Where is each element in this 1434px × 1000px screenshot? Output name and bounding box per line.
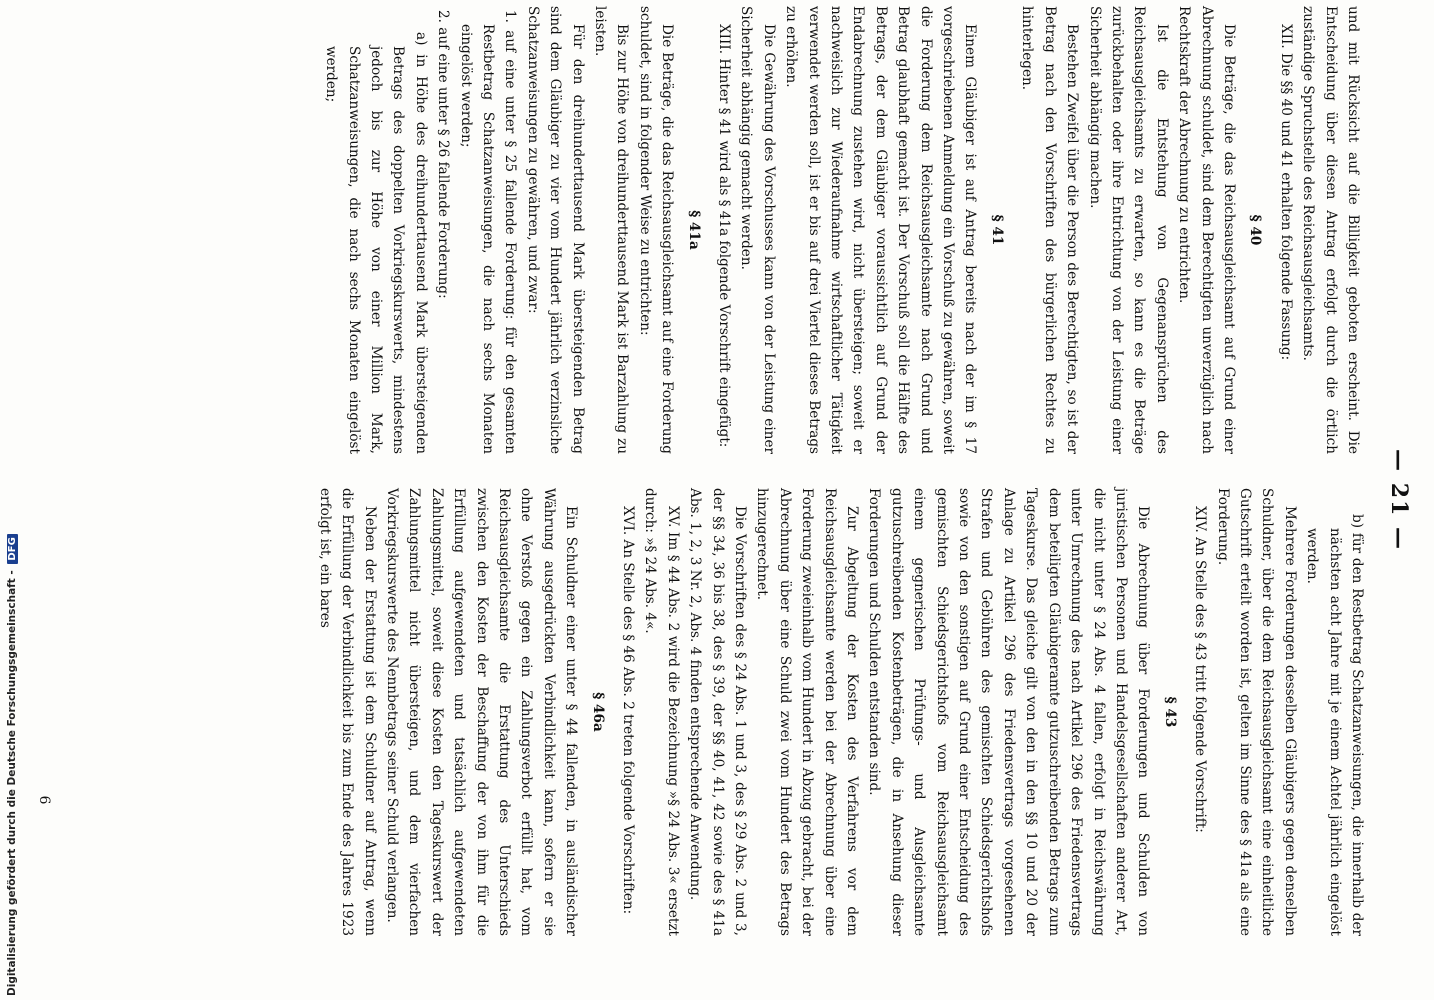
paragraph: XII. Die §§ 40 und 41 erhalten folgende Fassung: (1277, 24, 1294, 361)
paragraph: Bestehen Zweifel über die Person des Berechtigten, so ist der Betrag nach den Vorschriften des bürgerlichen Rechtes zu hinterlegen. (1019, 6, 1081, 454)
paragraph: a) in Höhe des dreihunderttausend Mark übersteigenden Betrags des doppelten Vorkriegskurswerts, mindestens jedoch bis zur Höhe von einer Million Mark, Schatzanweisungen, die nach sechs Monaten eingelöst werden; (323, 32, 429, 454)
section-heading: § 43 (1161, 696, 1178, 728)
paragraph: Zur Abgeltung der Kosten des Verfahrens vor dem Reichsausgleichsamte werden bei der Abrechnung über eine Forderung zweieinhalb vom Hundert in Abzug gebracht, bei der Abrechnung über eine Schuld zwei vom Hundert des Betrags hinzugerechnet. (754, 488, 861, 936)
paragraph: Die Vorschriften des § 24 Abs. 1 und 3, des § 29 Abs. 2 und 3, der §§ 34, 36 bis 38, des § 39, der §§ 40, 41, 42 sowie des § 41a Abs. 1, 2, 3 Nr. 2, Abs. 4 finden entsprechende Anwendung. (687, 488, 749, 936)
paragraph: Für den dreihunderttausend Mark übersteigenden Betrag sind dem Gläubiger zu vier vom Hundert jährlich verzinsliche Schatzanweisungen zu gewähren, und zwar: (524, 6, 586, 454)
paragraph: Die Beträge, die das Reichsausgleichsamt auf Grund einer Abrechnung schuldet, sind dem Berechtigten unverzüglich nach Rechtskraft der Abrechnung zu entrichten. (1176, 6, 1237, 454)
section-heading: § 41a (685, 210, 702, 250)
paragraph: XV. Im § 44 Abs. 2 wird die Bezeichnung »§ 24 Abs. 3« ersetzt durch: »§ 24 Abs. 4«. (642, 488, 681, 936)
paragraph: Neben der Erstattung ist dem Schuldner auf Antrag, wenn die Erfüllung der Verbindlichkeit bis zum Ende des Jahres 1923 erfolgt ist, ein bares (316, 488, 378, 936)
paragraph: XIII. Hinter § 41 wird als § 41a folgende Vorschrift eingefügt: (716, 24, 733, 448)
paragraph: Mehrere Forderungen desselben Gläubigers gegen denselben Schuldner, über die dem Reichsausgleichsamt eine einheitliche Gutschrift erteilt worden ist, gelten im Sinne des § 41a als eine Forderung. (1214, 488, 1298, 936)
paragraph: Die Gewährung des Vorschusses kann von der Leistung einer Sicherheit abhängig gemacht werden. (738, 6, 777, 454)
paragraph: 1. auf eine unter § 25 fallende Forderung: für den gesamten Restbetrag Schatzanweisungen, die nach sechs Monaten eingelöst werden; (457, 10, 519, 454)
paragraph: XIV. An Stelle des § 43 tritt folgende Vorschrift: (1192, 506, 1209, 833)
paragraph: Ist die Entstehung von Gegenansprüchen des Reichsausgleichsamts zu erwarten, so kann es die Beträge zurückbehalten oder ihre Entrichtung von der Leistung einer Sicherheit abhängig machen. (1086, 6, 1170, 454)
paragraph: Ein Schuldner einer unter § 44 fallenden, in ausländischer Währung ausgedrückten Verbindlichkeit kann, sofern er sie ohne Verstoß gegen ein Zahlungsverbot erfüllt hat, vom Reichsausgleichsamte die Erstattung des Unterschieds zwischen den Kosten der Beschaffung der von ihm für die Erfüllung aufgewendeten und tatsächlich aufgewendeten Zahlungsmittel, soweit diese Kosten den Tageskurswert der Zahlungsmittel nicht übersteigen, und dem vierfachen Vorkriegskurswerte des Nennbetrags seiner Schuld verlangen. (383, 488, 580, 936)
paragraph: Einem Gläubiger ist auf Antrag bereits nach der im § 17 vorgeschriebenen Anmeldung ein Vorschuß zu gewähren, soweit die Forderung dem Reichsausgleichsamte nach Grund und Betrag glaubhaft gemacht ist. Der Vorschuß soll die Hälfte des Betrags, der dem Gläubiger voraussichtlich auf Grund der Endabrechnung zustehen wird, nicht übersteigen; soweit er nachweislich zur Wiederaufnahme wirtschaftlicher Tätigkeit verwendet werden soll, ist er bis auf drei Viertel dieses Betrags zu erhöhen. (783, 6, 979, 454)
paragraph: XVI. An Stelle des § 46 Abs. 2 treten folgende Vorschriften: (620, 506, 636, 915)
section-heading: § 41 (988, 214, 1005, 246)
paragraph: Bis zur Höhe von dreihunderttausend Mark ist Barzahlung zu leisten. (592, 6, 631, 454)
page-number-header: — 21 — (1386, 449, 1412, 551)
paragraph: 2. auf eine unter § 26 fallende Forderung: (435, 10, 452, 299)
section-heading: § 46a (589, 692, 606, 732)
digitization-credit (6, 534, 18, 996)
credit-text: Digitalisierung gefördert durch die Deutsche Forschungsgemeinschaft - (6, 570, 18, 996)
left-text-column (320, 6, 1364, 454)
paragraph: b) für den Restbetrag Schatzanweisungen, die innerhalb der nächsten acht Jahre mit je einem Achtel jährlich eingelöst werden. (1304, 514, 1365, 936)
paragraph: und mit Rücksicht auf die Billigkeit geboten erscheint. Die Entscheidung über diesen Antrag erfolgt durch die örtlich zuständige Spruchstelle des Reichsausgleichsamts. (1300, 6, 1361, 454)
dfg-logo: DFG (7, 534, 18, 563)
paragraph: Die Abrechnung über Forderungen und Schulden von juristischen Personen und Handelsgesellschaften anderer Art, die nicht unter § 24 Abs. 4 fallen, erfolgt in Reichswährung unter Umrechnung des nach Artikel 296 des Friedensvertrags dem beteiligten Gläubigeramte gutzuschreibenden Betrags zum Tageskurse. Das gleiche gilt von den in den §§ 10 und 20 der Anlage zu Artikel 296 des Friedensvertrags vorgesehenen Strafen und Gebühren des gemischten Schiedsgerichtshofs sowie von den sonstigen auf Grund einer Entscheidung des gemischten Schiedsgerichtshofs vom Reichsausgleichsamt einem gegnerischen Prüfungs- und Ausgleichsamte gutzuschreibenden Kostenbeträgen, die in Ansehung dieser Forderungen und Schulden entstanden sind. (866, 488, 1152, 936)
right-text-column (313, 488, 1368, 936)
sheet-marker-number: 6 (36, 795, 52, 805)
paragraph: Die Beträge, die das Reichsausgleichsamt auf eine Forderung schuldet, sind in folgender Weise zu entrichten: (636, 6, 676, 454)
section-heading: § 40 (1247, 214, 1264, 246)
